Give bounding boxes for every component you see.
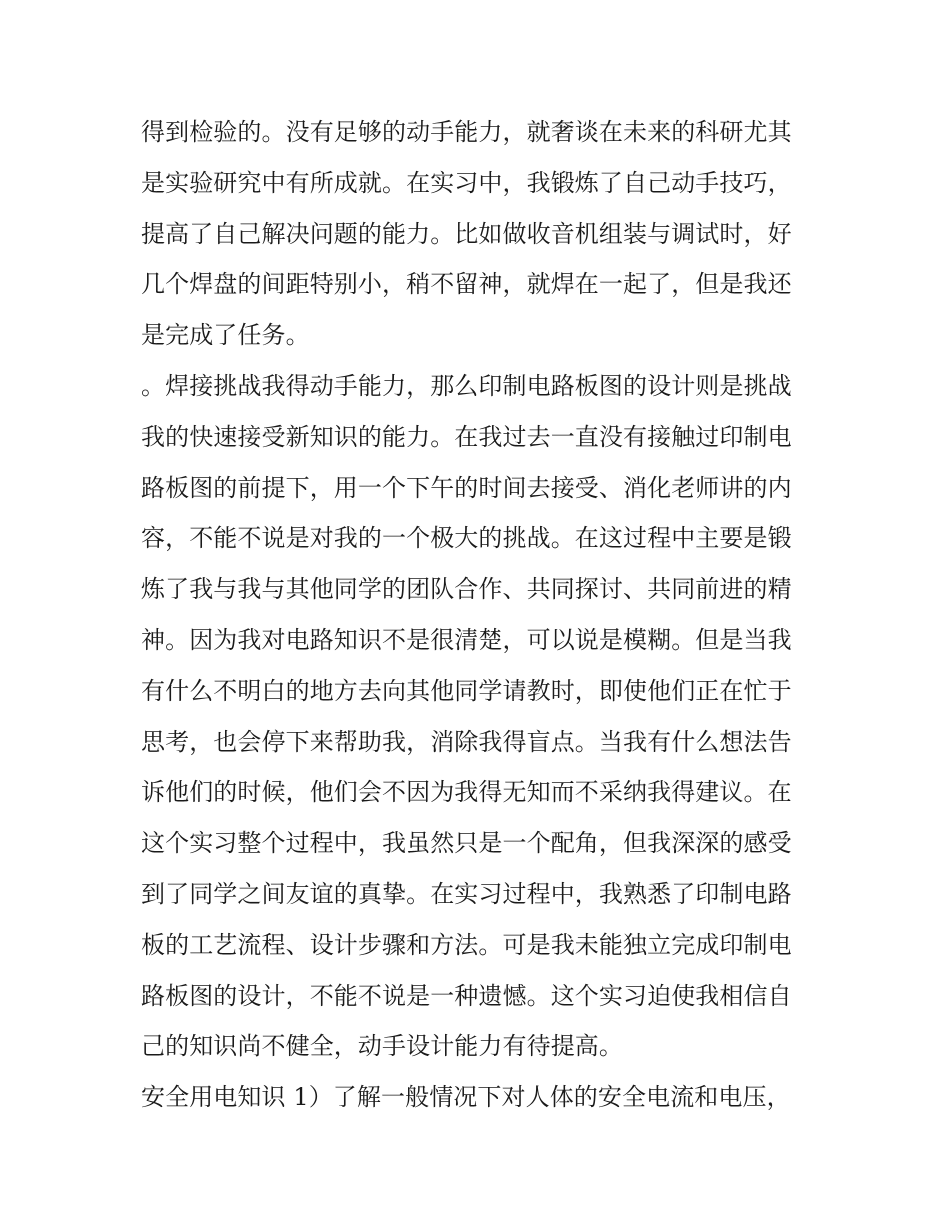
text-line: 思考，也会停下来帮助我，消除我得盲点。当我有什么想法告 xyxy=(141,727,792,756)
text-line: 是实验研究中有所成就。在实习中，我锻炼了自己动手技巧， xyxy=(141,168,792,197)
text-line: 诉他们的时候，他们会不因为我得无知而不采纳我得建议。在 xyxy=(141,778,792,807)
paragraph-1 xyxy=(141,107,821,361)
text-line: 这个实习整个过程中，我虽然只是一个配角，但我深深的感受 xyxy=(141,829,792,858)
text-line: 我的快速接受新知识的能力。在我过去一直没有接触过印制电 xyxy=(141,422,792,451)
text-line: 己的知识尚不健全，动手设计能力有待提高。 xyxy=(141,1032,623,1061)
text-line: 炼了我与我与其他同学的团队合作、共同探讨、共同前进的精 xyxy=(141,575,792,604)
text-line: 提高了自己解决问题的能力。比如做收音机组装与调试时，好 xyxy=(141,219,792,248)
paragraph-2 xyxy=(141,361,821,1072)
text-line: 路板图的设计，不能不说是一种遗憾。这个实习迫使我相信自 xyxy=(141,981,792,1010)
paragraph-3 xyxy=(141,1072,821,1123)
text-line: 几个焊盘的间距特别小，稍不留神，就焊在一起了，但是我还 xyxy=(141,270,792,299)
text-line: 神。因为我对电路知识不是很清楚，可以说是模糊。但是当我 xyxy=(141,625,792,654)
text-line: 得到检验的。没有足够的动手能力，就奢谈在未来的科研尤其 xyxy=(141,118,792,146)
text-line: 板的工艺流程、设计步骤和方法。可是我未能独立完成印制电 xyxy=(141,930,792,959)
text-line: 是完成了任务。 xyxy=(141,321,310,350)
text-line: 。焊接挑战我得动手能力，那么印制电路板图的设计则是挑战 xyxy=(141,371,792,400)
text-line: 路板图的前提下，用一个下午的时间去接受、消化老师讲的内 xyxy=(141,473,792,502)
document-body xyxy=(141,107,821,1123)
text-line: 有什么不明白的地方去向其他同学请教时，即使他们正在忙于 xyxy=(141,676,792,705)
text-line: 容，不能不说是对我的一个极大的挑战。在这过程中主要是锻 xyxy=(141,524,792,553)
text-line: 安全用电知识 1）了解一般情况下对人体的安全电流和电压， xyxy=(141,1083,791,1112)
text-line: 到了同学之间友谊的真挚。在实习过程中，我熟悉了印制电路 xyxy=(141,879,792,908)
